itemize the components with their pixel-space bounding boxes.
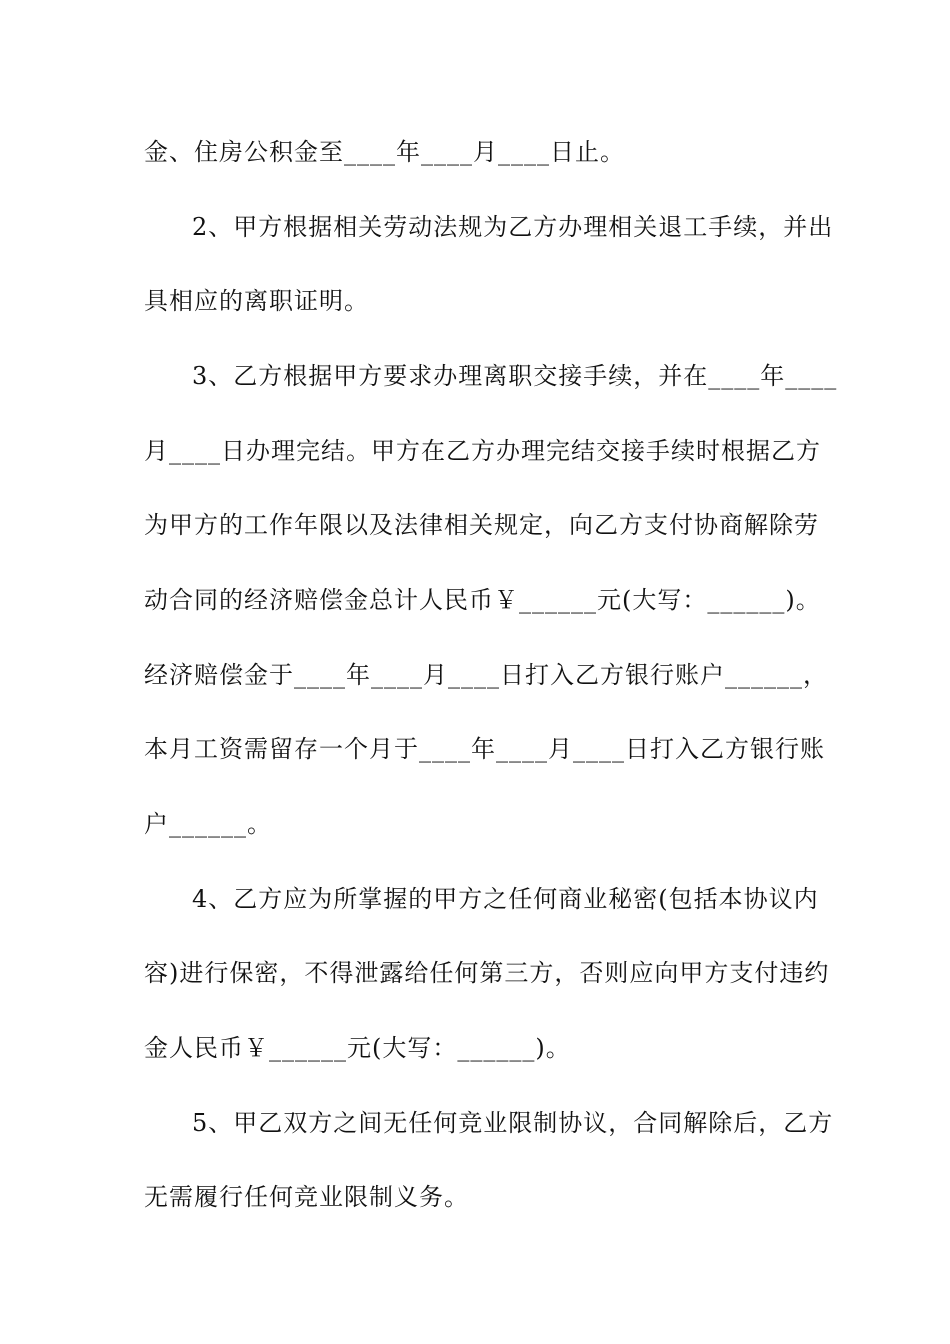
clause-2-line: 2、甲方根据相关劳动法规为乙方办理相关退工手续，并出 [192, 213, 834, 241]
text-line: 户______。 [144, 810, 272, 838]
text-line: 本月工资需留存一个月于____年____月____日打入乙方银行账 [144, 735, 825, 763]
clause-5-line: 5、甲乙双方之间无任何竞业限制协议，合同解除后，乙方 [192, 1109, 834, 1137]
text-line: 无需履行任何竞业限制义务。 [144, 1183, 469, 1211]
text-line: 为甲方的工作年限以及法律相关规定，向乙方支付协商解除劳 [144, 511, 819, 539]
text-line: 容)进行保密，不得泄露给任何第三方，否则应向甲方支付违约 [144, 959, 830, 987]
text-line: 动合同的经济赔偿金总计人民币￥______元(大写：______)。 [144, 586, 821, 614]
clause-4-line: 4、乙方应为所掌握的甲方之任何商业秘密(包括本协议内 [192, 885, 819, 913]
text-line: 经济赔偿金于____年____月____日打入乙方银行账户______， [144, 661, 828, 689]
text-line: 具相应的离职证明。 [144, 287, 369, 315]
clause-3-line: 3、乙方根据甲方要求办理离职交接手续，并在____年____ [192, 362, 838, 390]
text-line: 月____日办理完结。甲方在乙方办理完结交接手续时根据乙方 [144, 437, 821, 465]
text-line: 金人民币￥______元(大写：______)。 [144, 1034, 571, 1062]
text-line: 金、住房公积金至____年____月____日止。 [144, 138, 625, 166]
